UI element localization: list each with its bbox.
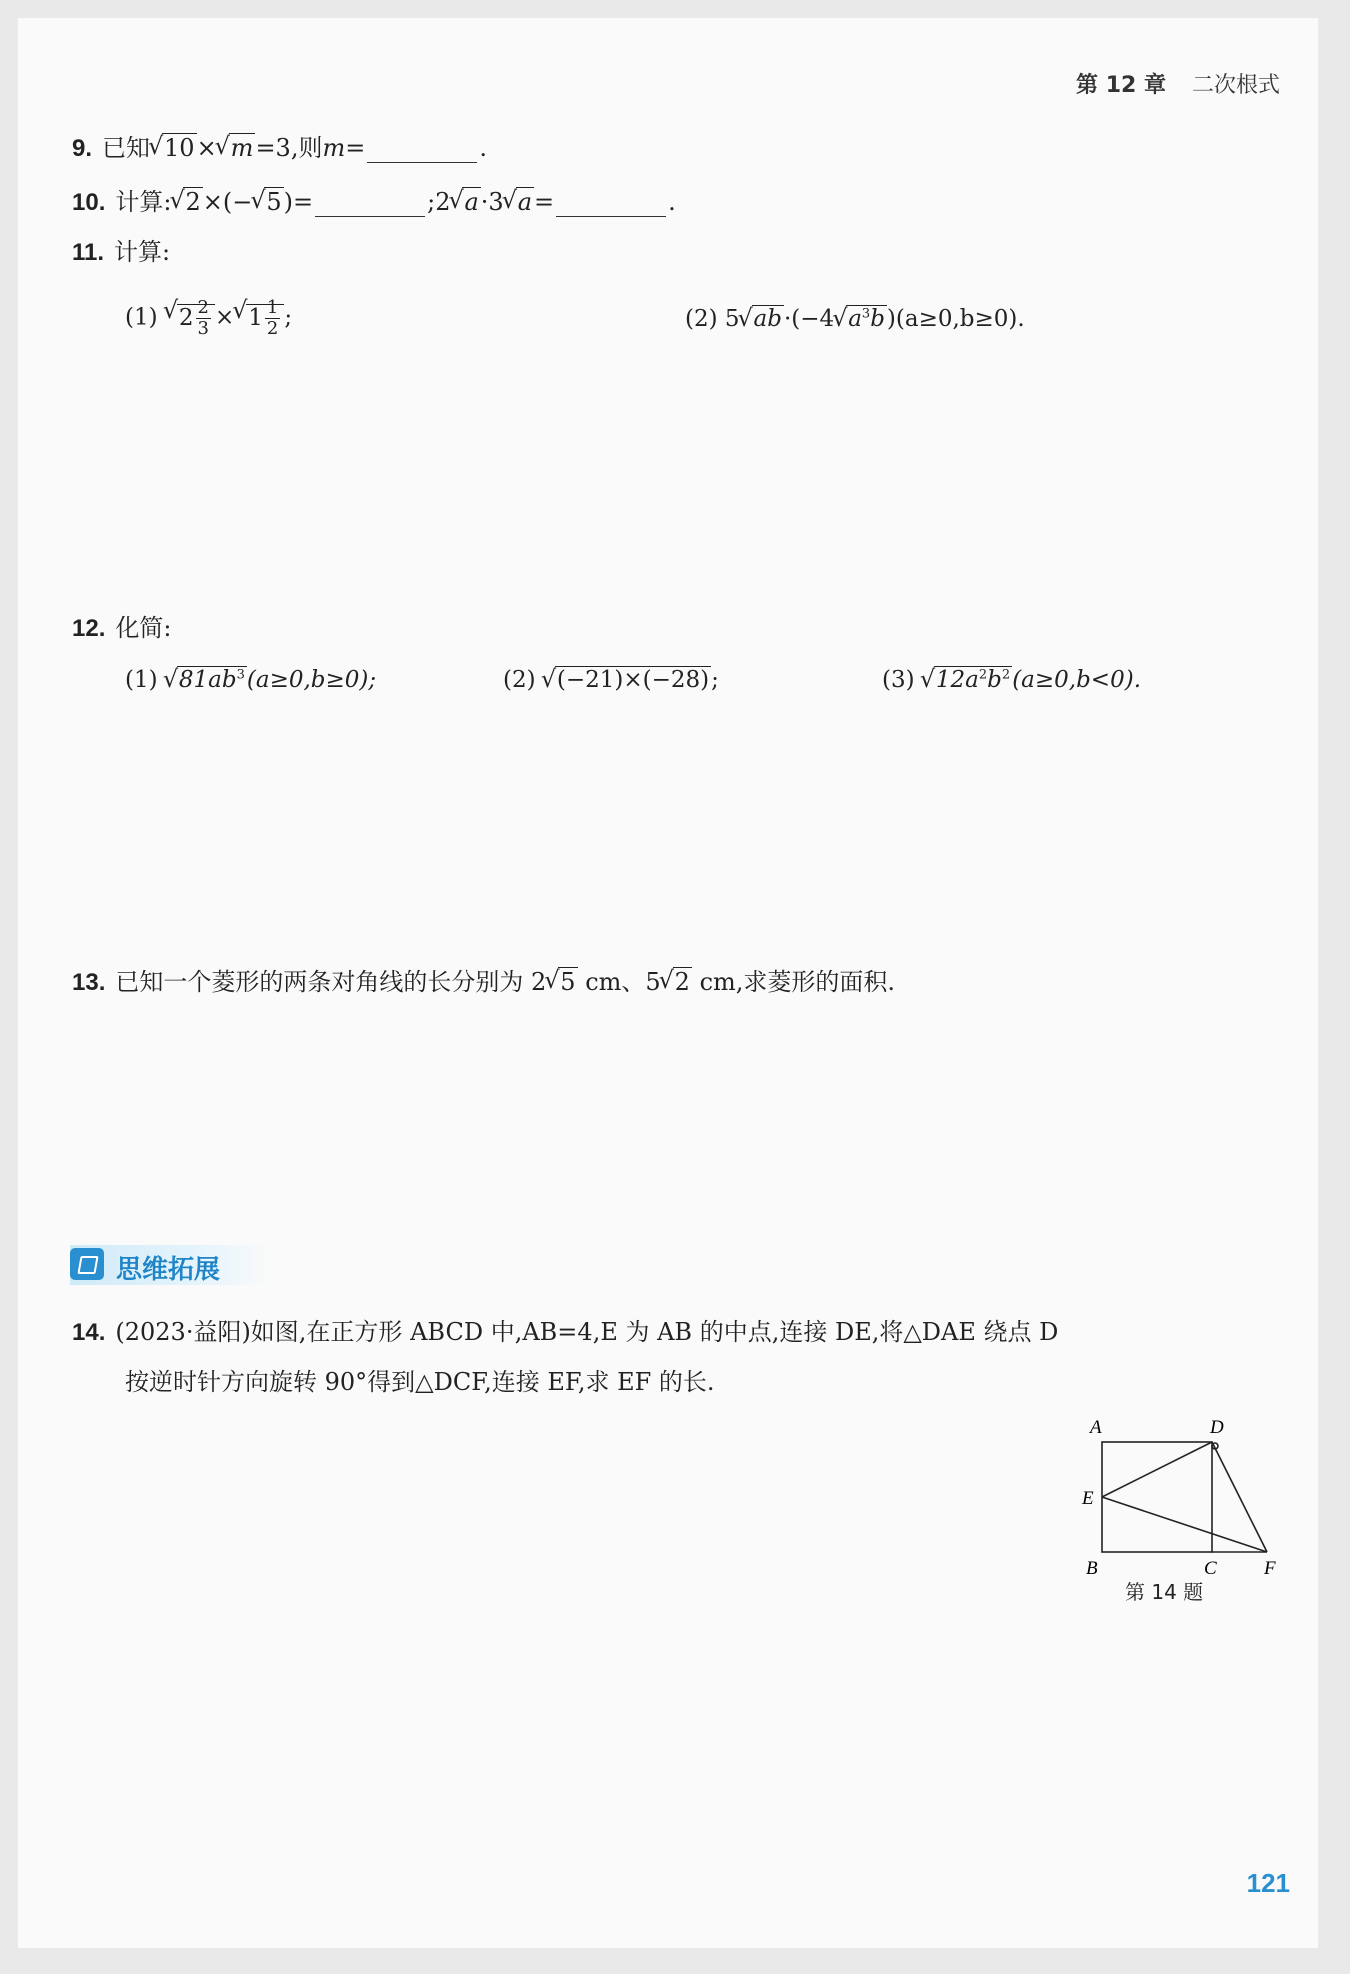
q11-part-2 (685, 306, 1025, 332)
radicand-a: 12a (935, 667, 979, 693)
numerator: 1 (266, 297, 279, 318)
times-sign: × (215, 304, 235, 331)
radicand: (−21)×(−28) (556, 667, 710, 693)
variable-m: m (322, 134, 346, 162)
question-13 (72, 962, 895, 997)
q14-line-2: 按逆时针方向旋转 90°得到△DCF,连接 EF,求 EF 的长. (125, 1368, 715, 1396)
radicand: 2 (185, 188, 201, 216)
part-label: (1) (125, 667, 158, 693)
sqrt-m (217, 134, 256, 162)
question-number: 12. (72, 615, 106, 642)
period: . (668, 188, 676, 216)
sqrt-a3b (834, 306, 887, 332)
radicand (177, 666, 247, 693)
whole: 2 (178, 304, 194, 331)
fraction (196, 298, 211, 339)
question-number: 11. (72, 239, 105, 266)
condition: )(a≥0,b≥0). (886, 306, 1025, 332)
page-number: 121 (1246, 1868, 1290, 1898)
sqrt-ab (740, 306, 784, 332)
q9-prefix: 已知 (102, 134, 151, 162)
question-title: 化简: (115, 614, 172, 642)
label-e: E (1082, 1488, 1094, 1509)
q10-mid: ×(− (202, 188, 253, 216)
q12-part-1 (125, 667, 376, 693)
numerator: 2 (197, 297, 209, 318)
radicand: m (230, 134, 254, 162)
part-label: (2) (685, 306, 718, 332)
sqrt-81ab3 (165, 667, 247, 693)
label-a: A (1090, 1417, 1102, 1438)
condition: (a≥0,b<0). (1012, 667, 1142, 693)
label-c: C (1204, 1558, 1217, 1579)
base-b: b (870, 306, 885, 332)
period: . (479, 134, 487, 162)
q9-equation: =3,则 (255, 134, 323, 162)
equals: = (534, 188, 555, 216)
radicand: a (517, 188, 532, 216)
figure-caption: 第 14 题 (1125, 1580, 1204, 1604)
q14-line-1: (2023·益阳)如图,在正方形 ABCD 中,AB=4,E 为 AB 的中点,连接 DE,将△DAE 绕点 D (115, 1318, 1059, 1346)
segment-df (1212, 1442, 1267, 1552)
q12-part-3 (882, 667, 1141, 693)
denominator: 2 (266, 318, 279, 339)
sqrt-12a2b2 (922, 667, 1012, 693)
part-label: (3) (882, 667, 915, 693)
exponent: 2 (1001, 667, 1011, 683)
part-label: (1) (125, 304, 158, 331)
sqrt-2 (171, 188, 202, 216)
exponent: 2 (978, 667, 988, 683)
q10-equals: )= (283, 188, 314, 216)
dot-term: ·(−4 (783, 306, 835, 332)
exponent: 3 (236, 667, 245, 683)
radicand-base: 81ab (178, 667, 237, 693)
section-heading (70, 1245, 270, 1285)
base-a: a (848, 306, 862, 332)
q11-part-1 (125, 298, 292, 339)
semicolon: ; (711, 667, 719, 693)
radicand-b: b (987, 667, 1002, 693)
sqrt-product (543, 667, 711, 693)
question-number: 9. (72, 135, 93, 162)
equals: = (345, 134, 366, 162)
question-9 (72, 128, 487, 163)
sqrt-a-2 (504, 188, 534, 216)
question-number: 13. (72, 969, 106, 996)
geometry-figure (1060, 1400, 1290, 1600)
fraction (265, 298, 280, 339)
radicand: 10 (164, 134, 195, 162)
sqrt-10 (150, 134, 197, 162)
semicolon: ; (284, 304, 293, 331)
radicand: 5 (560, 968, 576, 996)
segment-de (1102, 1442, 1212, 1497)
times-sign: × (196, 134, 217, 162)
radicand (846, 305, 887, 332)
chapter-title: 二次根式 (1191, 73, 1280, 98)
chapter-header (1076, 68, 1280, 99)
radicand (177, 297, 215, 339)
sqrt-mixed-fraction-1 (165, 298, 215, 339)
sqrt-mixed-fraction-2 (234, 298, 284, 339)
sqrt-5 (252, 188, 283, 216)
radicand: 5 (266, 188, 282, 216)
part-label: (2) (503, 667, 536, 693)
q13-text-3: cm,求菱形的面积. (691, 968, 896, 996)
sqrt-5 (546, 968, 577, 996)
radicand: a (464, 188, 479, 216)
radicand (246, 297, 284, 339)
q13-text-2: cm、5 (577, 968, 661, 996)
question-number: 10. (72, 189, 106, 216)
radicand (934, 666, 1012, 693)
answer-blank[interactable] (367, 138, 477, 163)
chapter-number: 第 12 章 (1076, 73, 1166, 98)
coefficient: 5 (724, 306, 740, 332)
square-abcd (1102, 1442, 1212, 1552)
question-10 (72, 182, 676, 217)
question-number: 14. (72, 1319, 106, 1346)
section-title: 思维拓展 (116, 1255, 221, 1285)
question-title: 计算: (114, 238, 171, 266)
label-d: D (1210, 1417, 1224, 1438)
sqrt-2 (661, 968, 692, 996)
sqrt-a (450, 188, 480, 216)
question-12 (72, 608, 171, 643)
radicand: ab (753, 306, 782, 332)
answer-blank-1[interactable] (315, 192, 425, 217)
condition: (a≥0,b≥0); (246, 667, 377, 693)
question-14 (72, 1312, 1058, 1347)
q10-dot: ·3 (480, 188, 504, 216)
q10-prefix: 计算: (115, 188, 172, 216)
label-b: B (1086, 1558, 1098, 1579)
exponent: 3 (861, 306, 871, 322)
whole: 1 (248, 304, 263, 331)
answer-blank-2[interactable] (556, 192, 666, 217)
q12-part-2 (503, 667, 719, 693)
q13-text: 已知一个菱形的两条对角线的长分别为 2 (115, 968, 547, 996)
denominator: 3 (197, 318, 209, 339)
radicand: 2 (674, 968, 690, 996)
label-f: F (1264, 1558, 1276, 1579)
question-11 (72, 232, 170, 267)
q10-separator: ;2 (427, 188, 451, 216)
segment-ef (1102, 1497, 1267, 1552)
edit-note-icon (70, 1248, 104, 1280)
